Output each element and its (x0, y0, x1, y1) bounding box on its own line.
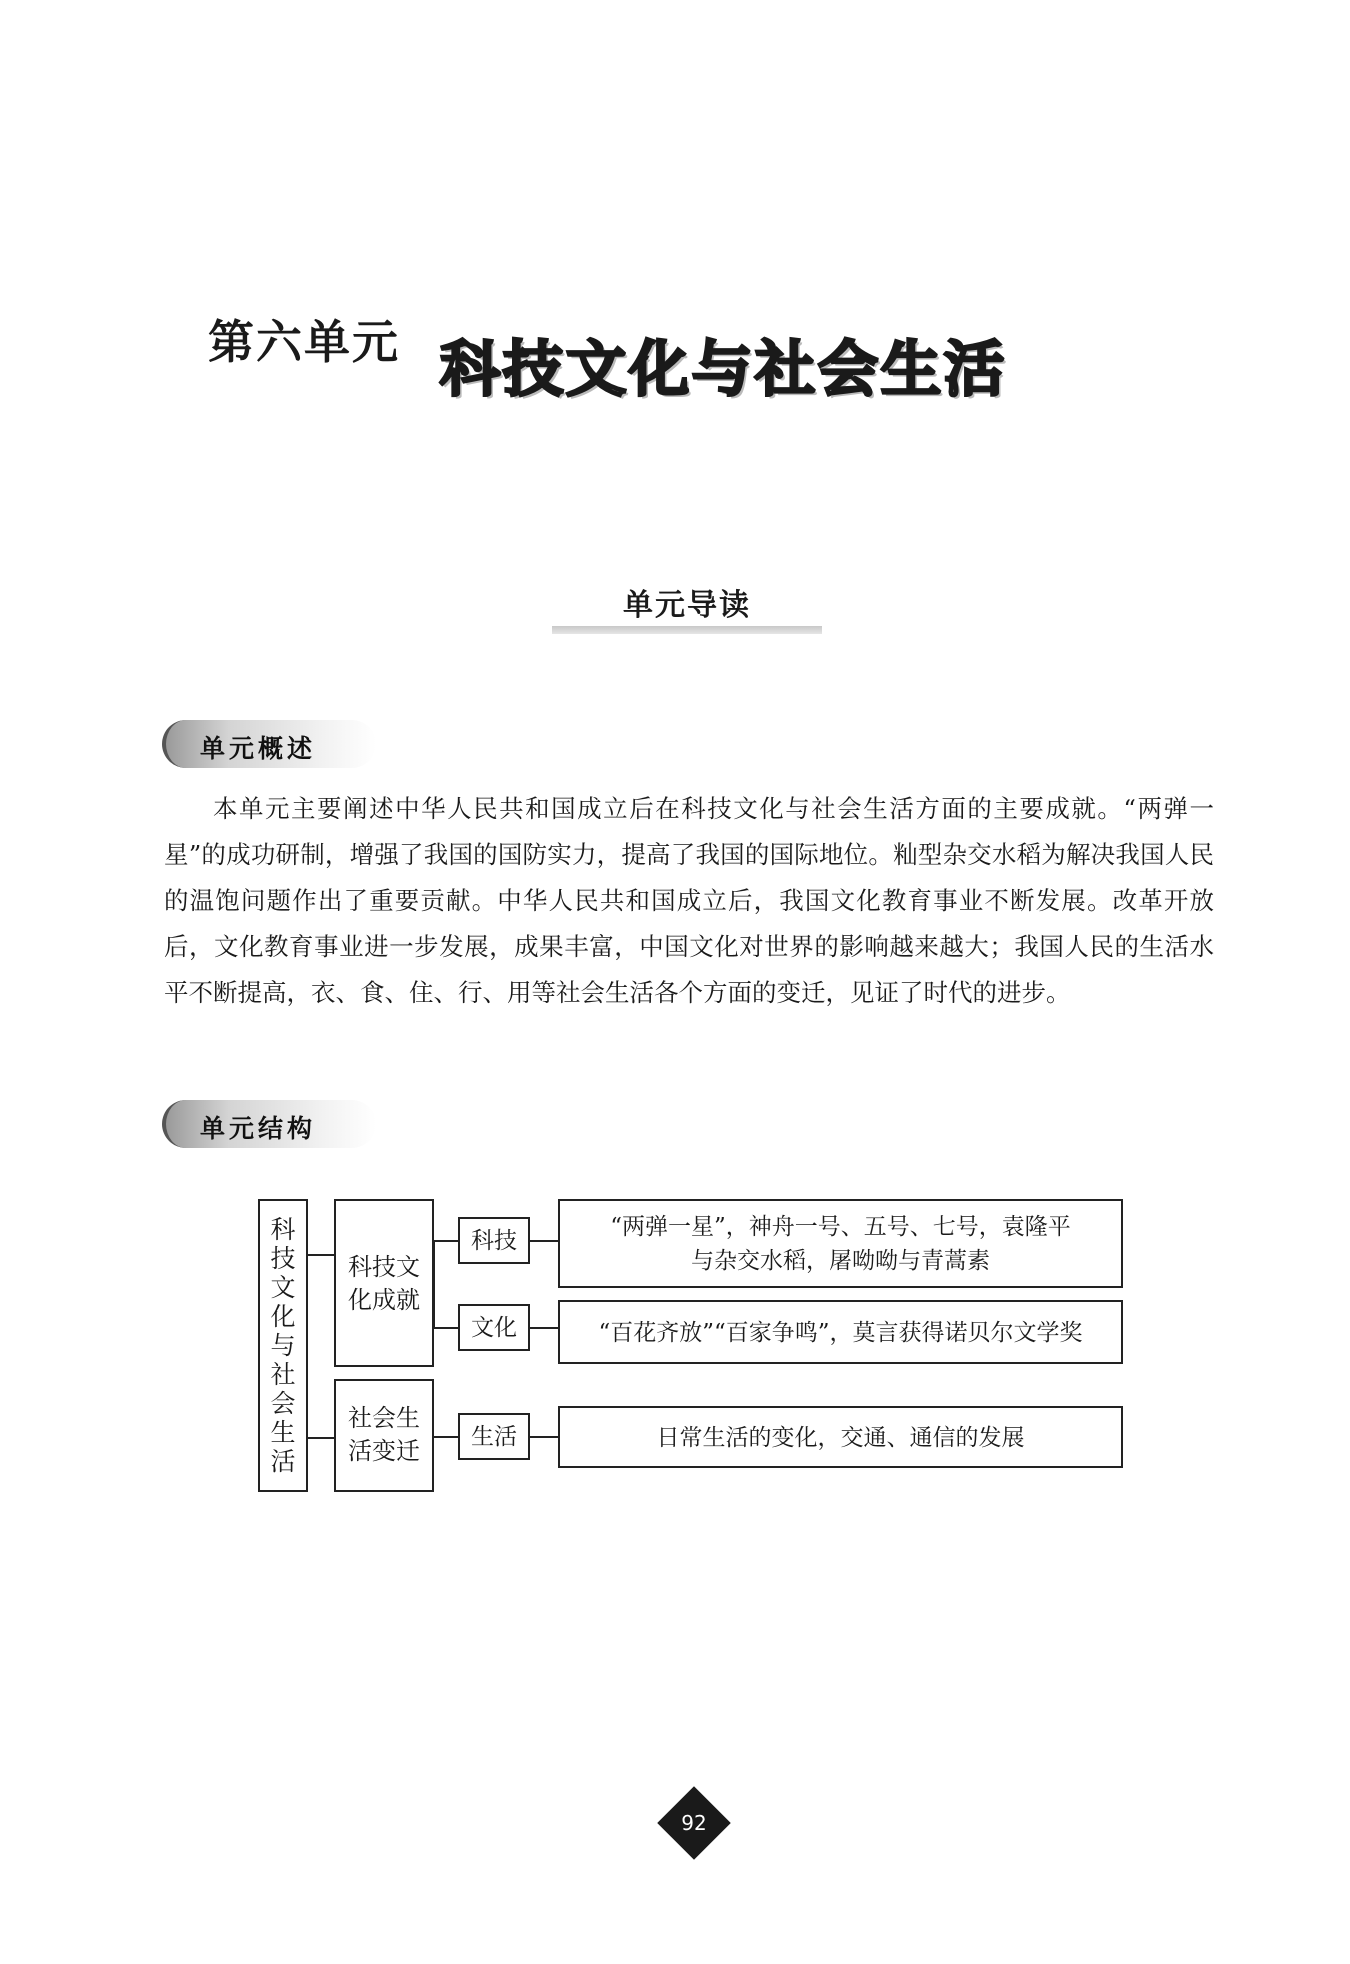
guide-title-underline (552, 626, 822, 634)
root-label-char: 文 (270, 1273, 296, 1302)
connector (433, 1240, 435, 1328)
root-label-char: 会 (270, 1389, 296, 1418)
section-heading-overview (162, 720, 376, 768)
connector (433, 1240, 458, 1242)
topic-label: 生活 (471, 1424, 517, 1450)
detail-text-line1: 日常生活的变化，交通、通信的发展 (656, 1425, 1025, 1451)
branch-label-line1: 科技文 (348, 1253, 420, 1281)
detail-box-culture (558, 1300, 1123, 1364)
root-label-char: 化 (270, 1302, 296, 1331)
detail-box-life (558, 1406, 1123, 1468)
root-label-char: 科 (270, 1215, 296, 1244)
root-label (260, 1215, 306, 1476)
root-label-char: 与 (270, 1331, 296, 1360)
topic-box-culture (458, 1304, 530, 1351)
section-heading-label: 单元结构 (200, 1114, 317, 1143)
connector (308, 1254, 334, 1256)
branch-label-line2: 化成就 (348, 1286, 420, 1314)
connector (530, 1240, 558, 1242)
connector (434, 1436, 458, 1438)
branch-box-achievements (334, 1199, 434, 1367)
branch-label-line1: 社会生 (348, 1404, 420, 1432)
root-label-char: 活 (270, 1447, 296, 1476)
topic-label: 文化 (471, 1315, 517, 1341)
detail-text-line1: “两弹一星”，神舟一号、五号、七号，袁隆平 (610, 1214, 1071, 1240)
root-label-char: 生 (270, 1418, 296, 1447)
unit-number: 第六单元 (208, 315, 400, 369)
page-number: 92 (681, 1811, 707, 1835)
detail-text-line2: 与杂交水稻，屠呦呦与青蒿素 (691, 1248, 990, 1274)
connector (530, 1327, 558, 1329)
topic-box-life (458, 1413, 530, 1460)
overview-paragraph: 本单元主要阐述中华人民共和国成立后在科技文化与社会生活方面的主要成就。“两弹一星”的成功研制，增强了我国的国防实力，提高了我国的国际地位。籼型杂交水稻为解决我国人民的温饱问题作出了重要贡献。中华人民共和国成立后，我国文化教育事业不断发展。改革开放后，文化教育事业进一步发展，成果丰富，中国文化对世界的影响越来越大；我国人民的生活水平不断提高，衣、食、住、行、用等社会生活各个方面的变迁，见证了时代的进步。 (164, 794, 1214, 1007)
detail-text-line1: “百花齐放”“百家争鸣”，莫言获得诺贝尔文学奖 (598, 1320, 1083, 1346)
connector (530, 1436, 558, 1438)
root-label-char: 技 (270, 1244, 296, 1273)
guide-title: 单元导读 (623, 588, 751, 623)
topic-box-science (458, 1217, 530, 1264)
connector (308, 1437, 334, 1439)
topic-label: 科技 (471, 1228, 517, 1254)
branch-label-line2: 活变迁 (348, 1437, 420, 1465)
connector (433, 1327, 458, 1329)
root-label-char: 社 (270, 1360, 296, 1389)
branch-box-social-change (334, 1379, 434, 1492)
root-box (258, 1199, 308, 1492)
unit-title: 科技文化与社会生活 (440, 335, 1007, 405)
section-heading-label: 单元概述 (200, 734, 317, 763)
section-heading-structure (162, 1100, 376, 1148)
detail-box-science (558, 1199, 1123, 1288)
